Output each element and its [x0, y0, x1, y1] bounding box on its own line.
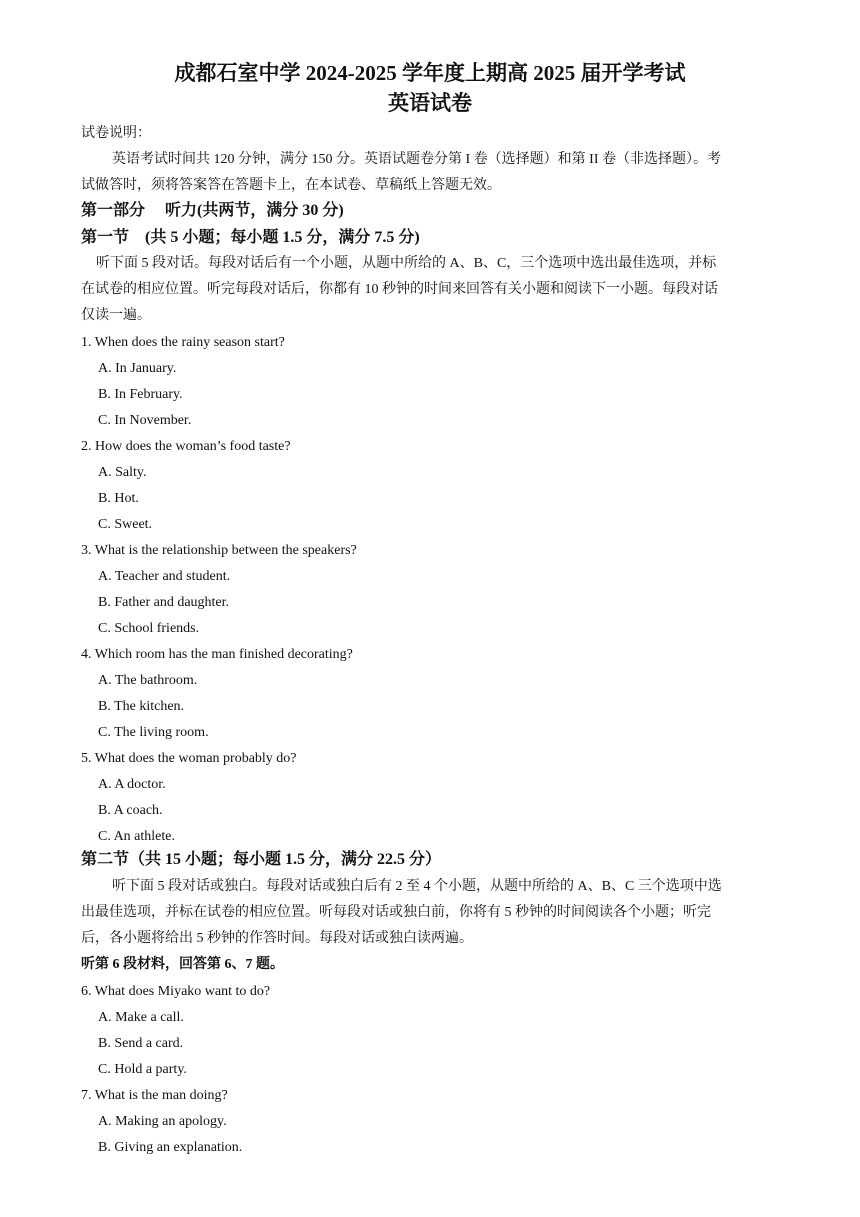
- question-3: 3. What is the relationship between the speakers?: [81, 543, 357, 558]
- question-5: 5. What does the woman probably do?: [81, 751, 297, 766]
- part1-heading: 第一部分 听力(共两节，满分 30 分): [81, 202, 344, 219]
- section1-heading: 第一节 (共 5 小题；每小题 1.5 分，满分 7.5 分): [81, 229, 420, 246]
- question-1: 1. When does the rainy season start?: [81, 335, 285, 350]
- question-5-option-a: A. A doctor.: [98, 777, 166, 792]
- question-5-option-b: B. A coach.: [98, 803, 163, 818]
- question-1-option-b: B. In February.: [98, 387, 183, 402]
- question-4-option-c: C. The living room.: [98, 725, 209, 740]
- question-7: 7. What is the man doing?: [81, 1088, 228, 1103]
- question-3-option-b: B. Father and daughter.: [98, 595, 230, 610]
- question-4: 4. Which room has the man finished decorating?: [81, 647, 353, 662]
- question-3-option-c: C. School friends.: [98, 621, 200, 636]
- question-2-option-a: A. Salty.: [98, 465, 147, 480]
- question-2-option-c: C. Sweet.: [98, 517, 153, 532]
- question-6-option-c: C. Hold a party.: [98, 1062, 187, 1077]
- question-1-option-c: C. In November.: [98, 413, 192, 428]
- material-6-label: 听第 6 段材料，回答第 6、7 题。: [81, 957, 284, 972]
- page-title: 成都石室中学 2024-2025 学年度上期高 2025 届开学考试: [174, 61, 686, 85]
- page-subtitle: 英语试卷: [388, 91, 472, 115]
- section2-directions-line-3: 后，各小题将给出 5 秒钟的作答时间。每段对话或独白读两遍。: [81, 931, 473, 946]
- question-1-option-a: A. In January.: [98, 361, 177, 376]
- question-3-option-a: A. Teacher and student.: [98, 569, 231, 584]
- instructions-line-2: 试做答时，须将答案答在答题卡上，在本试卷、草稿纸上答题无效。: [81, 178, 501, 193]
- question-7-option-a: A. Making an apology.: [98, 1114, 227, 1129]
- question-6: 6. What does Miyako want to do?: [81, 984, 271, 999]
- question-2: 2. How does the woman’s food taste?: [81, 439, 291, 454]
- section1-directions-line-2: 在试卷的相应位置。听完每段对话后，你都有 10 秒钟的时间来回答有关小题和阅读下一小题。每段对话: [81, 282, 718, 297]
- question-6-option-a: A. Make a call.: [98, 1010, 184, 1025]
- section1-directions-line-1: 听下面 5 段对话。每段对话后有一个小题，从题中所给的 A、B、C，三个选项中选出最佳选项，并标: [96, 256, 717, 271]
- instructions-line-1: 英语考试时间共 120 分钟，满分 150 分。英语试题卷分第 I 卷（选择题）和第 II 卷（非选择题）。考: [112, 152, 721, 167]
- section1-directions-line-3: 仅读一遍。: [81, 308, 151, 323]
- question-7-option-b: B. Giving an explanation.: [98, 1140, 243, 1155]
- question-4-option-a: A. The bathroom.: [98, 673, 198, 688]
- question-4-option-b: B. The kitchen.: [98, 699, 185, 714]
- question-6-option-b: B. Send a card.: [98, 1036, 184, 1051]
- section2-directions-line-2: 出最佳选项，并标在试卷的相应位置。听每段对话或独白前，你将有 5 秒钟的时间阅读各个小题；听完: [81, 905, 711, 920]
- question-5-option-c: C. An athlete.: [98, 829, 175, 844]
- instructions-label: 试卷说明：: [81, 126, 151, 141]
- section2-heading: 第二节（共 15 小题；每小题 1.5 分，满分 22.5 分）: [81, 851, 442, 868]
- question-2-option-b: B. Hot.: [98, 491, 139, 506]
- section2-directions-line-1: 听下面 5 段对话或独白。每段对话或独白后有 2 至 4 个小题，从题中所给的 A、B、C 三个选项中选: [112, 879, 722, 894]
